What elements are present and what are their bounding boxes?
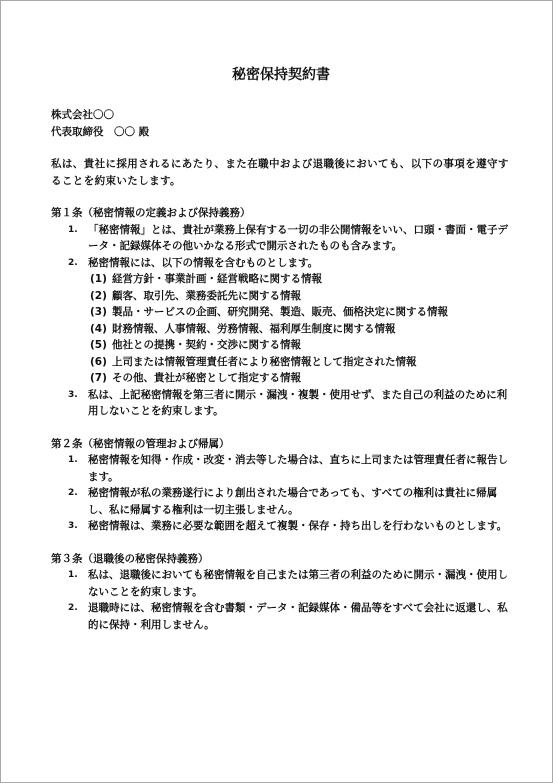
item-number: 2. <box>68 603 78 613</box>
subitem-number: (6) <box>90 355 107 368</box>
document-title: 秘密保持契約書 <box>232 67 330 83</box>
item-text: 秘密情報を知得・作成・改変・消去等した場合は、直ちに上司または管理責任者に報告します。 <box>88 454 508 483</box>
subitem-number: (2) <box>90 289 107 302</box>
item-text: 秘密情報は、業務に必要な範囲を超えて複製・保存・持ち出しを行わないものとします。 <box>88 520 508 532</box>
subitem-text: 製品・サービスの企画、研究開発、製造、販売、価格決定に関する情報 <box>112 306 448 318</box>
article-items <box>51 567 511 633</box>
article-items <box>51 222 511 420</box>
item-number: 1. <box>68 224 78 235</box>
item-body <box>88 255 511 387</box>
intro-paragraph: 私は、貴社に採用されるにあたり、また在職中および退職後においても、以下の事項を遵守することを約束いたします。 <box>51 158 509 187</box>
list-item <box>51 255 511 387</box>
list-item <box>90 304 511 321</box>
list-item <box>51 222 511 255</box>
list-item <box>51 452 511 485</box>
subitem-number: (5) <box>90 339 107 351</box>
list-item <box>90 271 511 288</box>
article-items <box>51 452 511 535</box>
article-heading: 第２条（秘密情報の管理および帰属） <box>51 437 230 450</box>
item-number: 3. <box>68 389 78 400</box>
item-number: 3. <box>68 521 78 531</box>
item-text: 「秘密情報」とは、貴社が業務上保有する一切の非公開情報をいい、口頭・書面・電子データ・記録媒体その他いかなる形式で開示されたものも含みます。 <box>88 223 508 252</box>
item-number: 2. <box>68 488 78 498</box>
subitem-text: 他社との提携・契約・交渉に関する情報 <box>112 339 301 351</box>
subitem-text: 上司または情報管理責任者により秘密情報として指定された情報 <box>112 355 417 368</box>
item-text: 私は、上記秘密情報を第三者に開示・漏洩・複製・使用せず、また自己の利益のために利用しないことを約束します。 <box>88 388 508 417</box>
list-item <box>90 354 511 371</box>
list-item <box>90 321 511 338</box>
list-item <box>90 288 511 305</box>
list-item <box>51 518 511 535</box>
article-1 <box>51 205 511 420</box>
article-heading: 第１条（秘密情報の定義および保持義務） <box>51 207 251 219</box>
list-item <box>90 337 511 354</box>
list-item <box>51 600 511 633</box>
item-number: 1. <box>68 455 78 465</box>
item-number: 1. <box>68 570 78 580</box>
subitem-number: (4) <box>90 322 107 335</box>
article-heading: 第３条（退職後の秘密保持義務） <box>51 552 209 565</box>
document-body <box>51 65 511 633</box>
addressee-company: 株式会社〇〇 <box>51 109 114 121</box>
item-text: 秘密情報が私の業務遂行により創出された場合であっても、すべての権利は貴社に帰属し、私に帰属する権利は一切主張しません。 <box>88 487 498 516</box>
article-2 <box>51 436 511 535</box>
subitem-number: (7) <box>90 372 107 384</box>
list-item <box>51 387 511 420</box>
item-number: 2. <box>68 257 78 268</box>
subitem-text: その他、貴社が秘密として指定する情報 <box>112 372 301 384</box>
list-item <box>51 485 511 518</box>
addressee-representative: 代表取締役 〇〇 殿 <box>51 125 150 138</box>
subitem-number: (1) <box>90 273 107 285</box>
item-text: 退職時には、秘密情報を含む書類・データ・記録媒体・備品等をすべて会社に返還し、私的に保持・利用しません。 <box>88 602 508 631</box>
item-text: 私は、退職後においても秘密情報を自己または第三者の利益のために開示・漏洩・使用しないことを約束します。 <box>88 569 508 598</box>
subitem-text: 経営方針・事業計画・経営戦略に関する情報 <box>112 273 322 285</box>
article-3 <box>51 551 511 634</box>
subitem-text: 財務情報、人事情報、労務情報、福利厚生制度に関する情報 <box>112 322 396 335</box>
subitem-list <box>88 271 511 387</box>
subitem-number: (3) <box>90 306 107 318</box>
subitem-text: 顧客、取引先、業務委託先に関する情報 <box>112 289 301 302</box>
list-item <box>90 370 511 387</box>
item-text: 秘密情報には、以下の情報を含むものとします。 <box>88 256 319 269</box>
list-item <box>51 567 511 600</box>
